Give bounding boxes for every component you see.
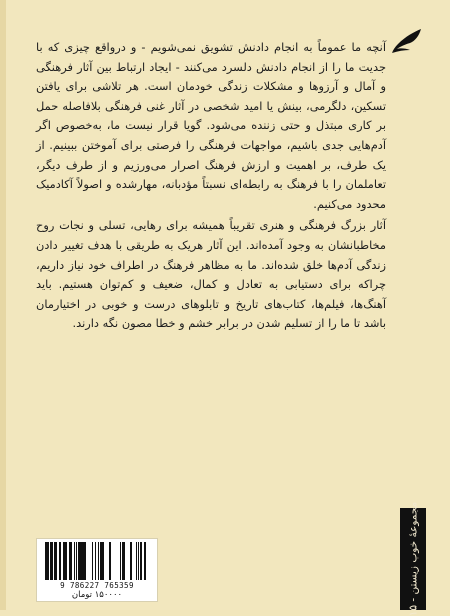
isbn-barcode (36, 538, 158, 602)
blurb-text (36, 38, 386, 334)
blurb-paragraph-2: آثار بزرگ فرهنگی و هنری تقریباً همیشه برای رهایی، تسلی و نجات روح مخاطبانشان به وجود آمده‌اند. این آثار هریک به طریقی با هدف تغییر دادن زندگی آدم‌ها خلق شده‌اند. ما به مظاهر فرهنگ در اطراف خود نیاز داریم، چراکه برای دستیابی به تعادل و کمال، ضعیف و کم‌توان هستیم. باید آهنگ‌ها، فیلم‌ها، کتاب‌های تاریخ و تابلوهای درست و خوبی در اختیارمان باشد تا ما را از تسلیم شدن در برابر خشم و خطا مصون نگه دارند. (36, 218, 386, 331)
barcode-number: 9 786227 765359 (60, 581, 134, 590)
blurb-paragraph-1: آنچه ما عموماً به انجام دادنش تشویق نمی‌شویم - و درواقع چیزی که با جدیت ما را از انجام دادنش دلسرد می‌کنند - ایجاد ارتباط بین آثار فرهنگی و آمال و آرزوها و مشکلات زندگی خودمان است. هر تلاشی برای یافتن تسکین، دلگرمی، بینش یا امید شخصی در آثار غنی فرهنگی بلافاصله حمل بر کاری مبتذل و حتی زننده می‌شود. گویا قرار نیست ما، به‌خصوص اگر آدم‌هایی جدی باشیم، مواجهات فرهنگی را فرصتی برای آموختن ببینیم. از یک طرف، بر اهمیت و ارزش فرهنگ اصرار می‌ورزیم و از طرف دیگر، تعاملمان را با فرهنگ به رابطه‌ای نسبتاً مؤدبانه، مهارشده و اصولاً آکادمیک محدود می‌کنیم. (36, 40, 386, 211)
barcode-bars-icon (43, 542, 151, 580)
series-label-box (400, 501, 426, 616)
series-label: مجموعهٔ خوب زیستن - ۱۵ (407, 501, 420, 616)
publisher-logo-icon (388, 26, 424, 56)
cover-edge (0, 0, 6, 610)
price-label: ۱۵۰۰۰۰ تومان (71, 590, 123, 600)
